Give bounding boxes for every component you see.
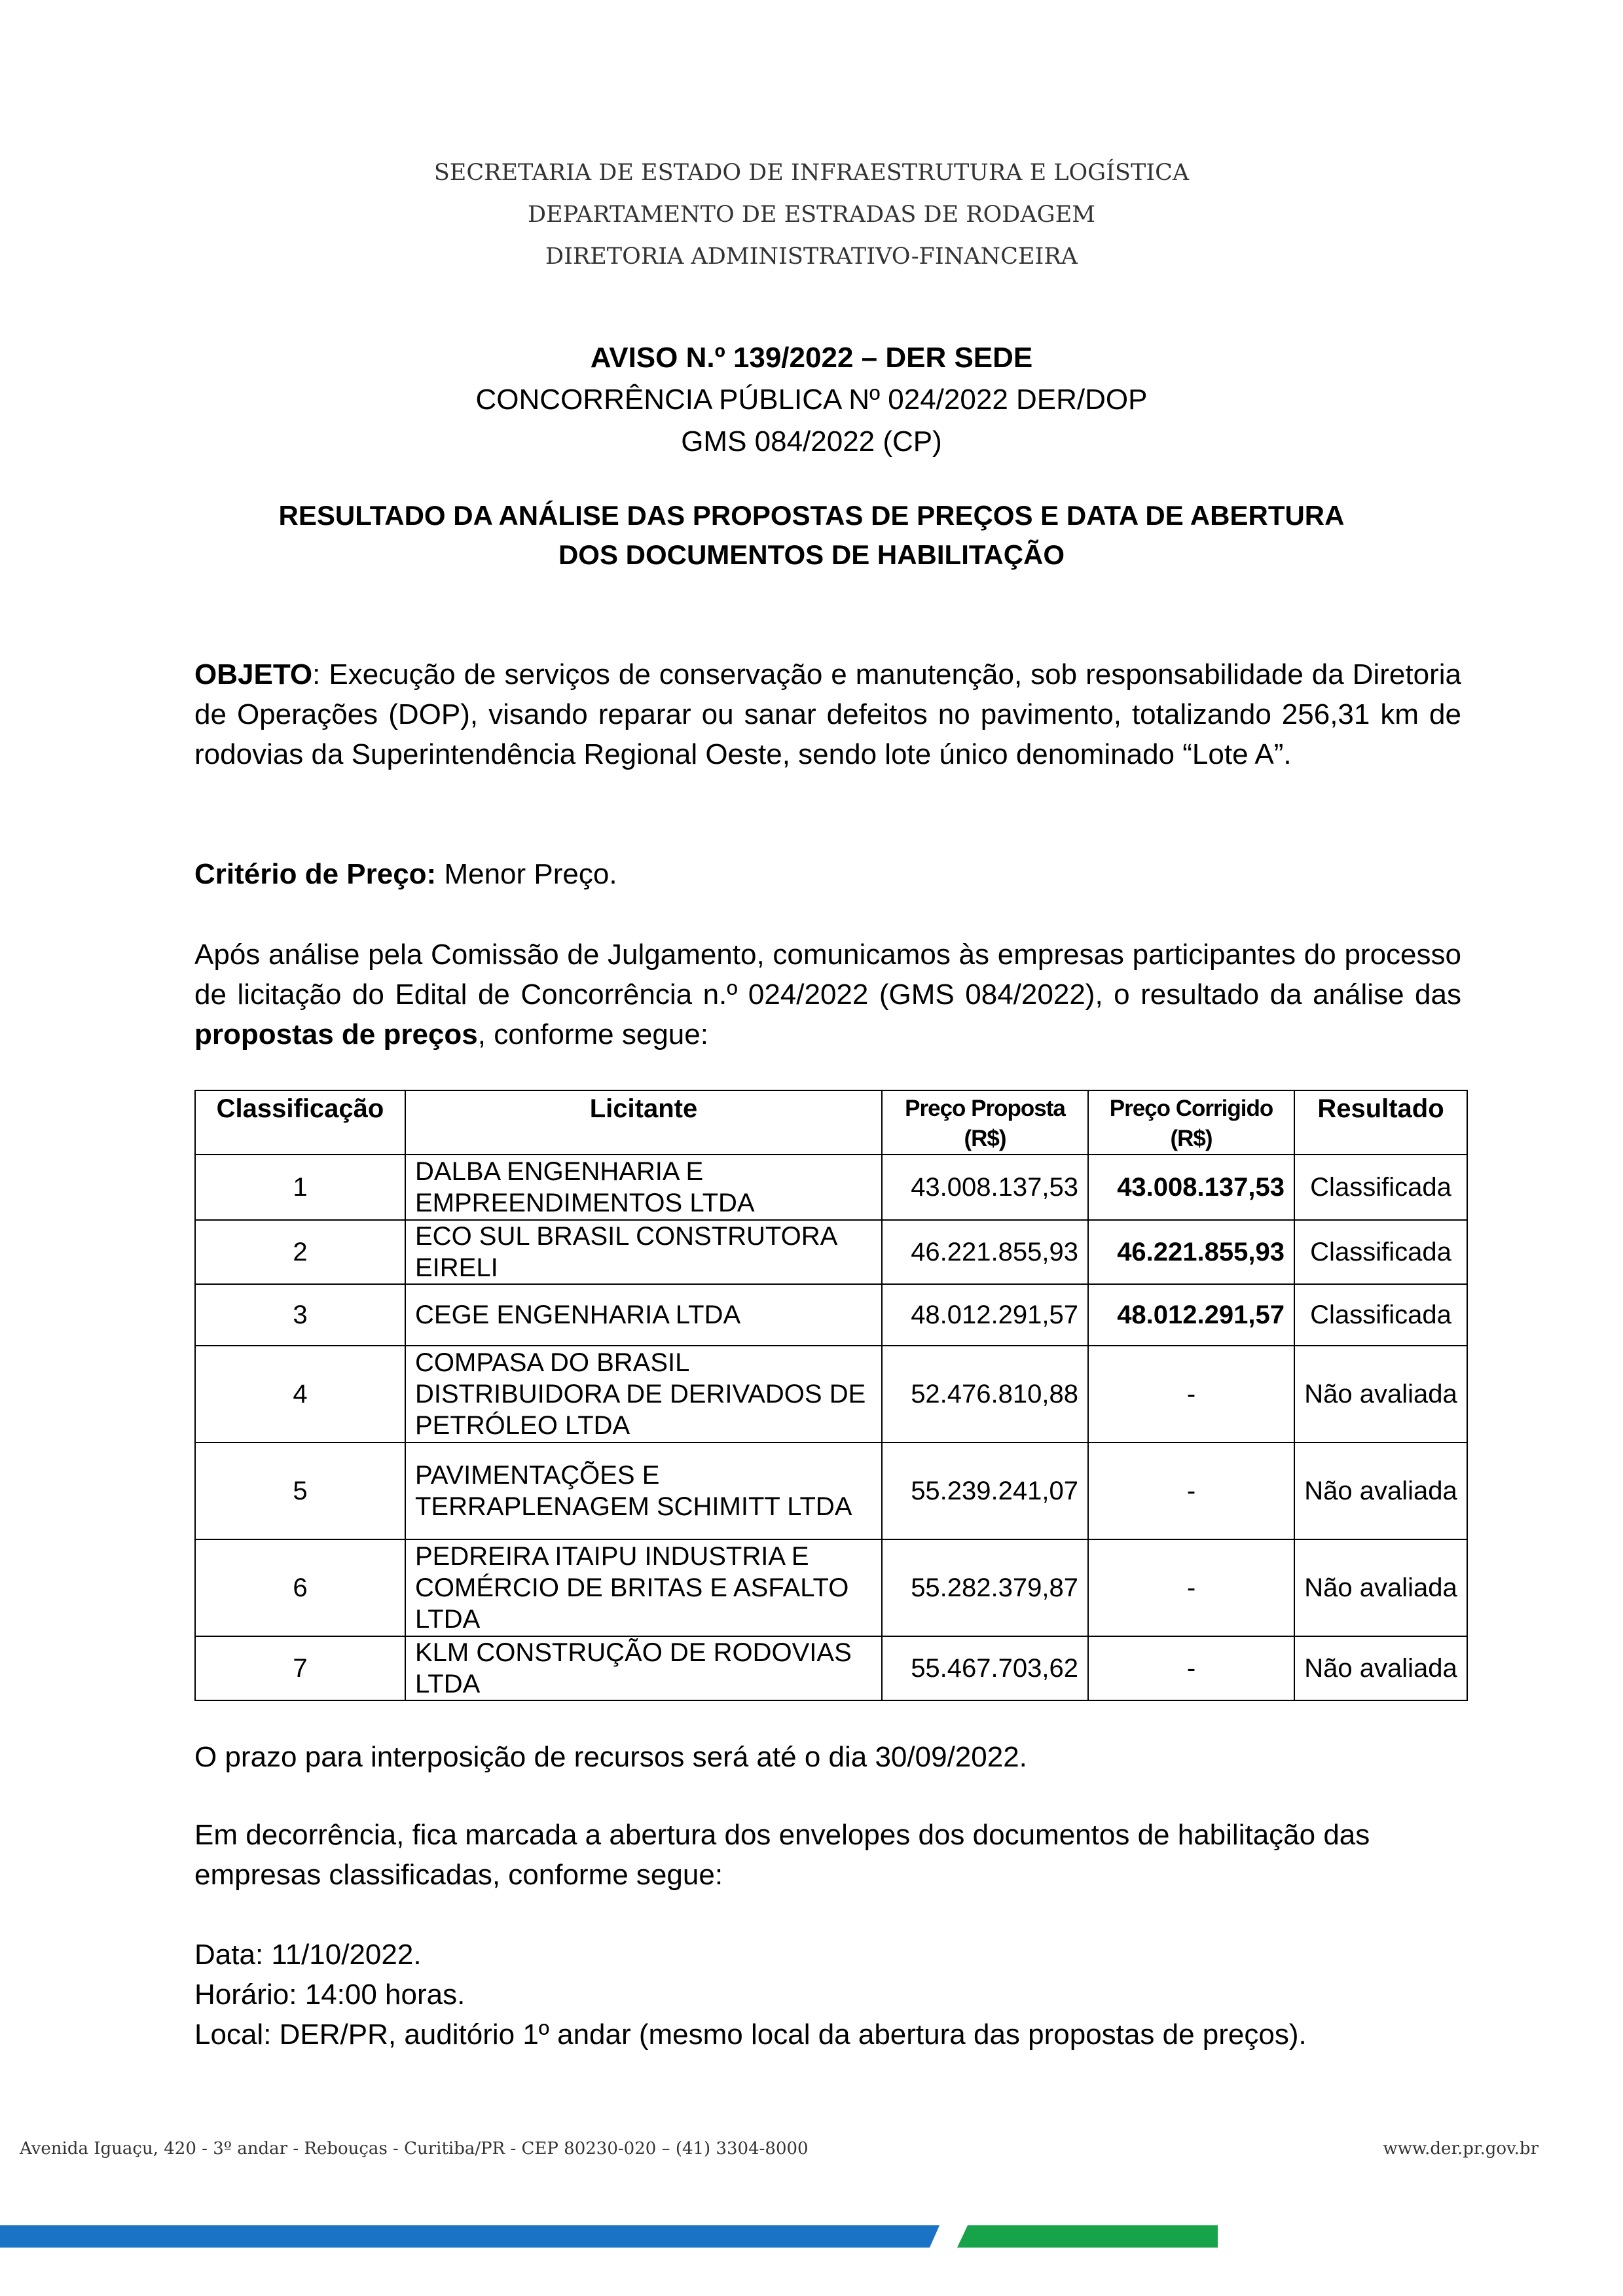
header-preco-corrigido: Preço Corrigido (R$) [1088, 1090, 1294, 1155]
results-table [194, 1090, 1468, 1701]
cell-preco-corrigido: - [1088, 1346, 1294, 1443]
cell-resultado: Não avaliada [1294, 1346, 1467, 1443]
cell-preco-proposta: 46.221.855,93 [882, 1220, 1088, 1284]
cell-preco-corrigido: 43.008.137,53 [1088, 1155, 1294, 1220]
cell-preco-corrigido: - [1088, 1636, 1294, 1700]
cell-resultado: Classificada [1294, 1220, 1467, 1284]
table-row [195, 1155, 1467, 1220]
cell-classificacao: 2 [195, 1220, 405, 1284]
gms-number: GMS 084/2022 (CP) [681, 425, 942, 457]
cell-classificacao: 6 [195, 1539, 405, 1636]
cell-classificacao: 1 [195, 1155, 405, 1220]
analise-text-after: , conforme segue: [477, 1018, 708, 1050]
cell-classificacao: 7 [195, 1636, 405, 1700]
result-heading-line-2: DOS DOCUMENTOS DE HABILITAÇÃO [558, 539, 1065, 570]
cell-licitante: CEGE ENGENHARIA LTDA [405, 1284, 882, 1346]
cell-licitante: KLM CONSTRUÇÃO DE RODOVIAS LTDA [405, 1636, 882, 1700]
notice-number: AVISO N.º 139/2022 – DER SEDE [590, 342, 1033, 374]
table-row [195, 1443, 1467, 1539]
cell-licitante: COMPASA DO BRASIL DISTRIBUIDORA DE DERIVADOS DE PETRÓLEO LTDA [405, 1346, 882, 1443]
header-resultado: Resultado [1294, 1090, 1467, 1155]
header-line-3: DIRETORIA ADMINISTRATIVO-FINANCEIRA [545, 243, 1078, 270]
table-header-row [195, 1090, 1467, 1155]
objeto-label: OBJETO [194, 658, 313, 691]
cell-preco-corrigido: 46.221.855,93 [1088, 1220, 1294, 1284]
cell-preco-proposta: 43.008.137,53 [882, 1155, 1088, 1220]
cell-resultado: Não avaliada [1294, 1443, 1467, 1539]
cell-preco-proposta: 55.239.241,07 [882, 1443, 1088, 1539]
result-heading [0, 496, 1623, 575]
cell-preco-proposta: 55.467.703,62 [882, 1636, 1088, 1700]
table-row [195, 1346, 1467, 1443]
footer-color-stripe [0, 2225, 1623, 2248]
cell-classificacao: 4 [195, 1346, 405, 1443]
green-stripe [957, 2225, 1218, 2248]
agenda-horario: Horário: 14:00 horas. [194, 1979, 465, 2011]
cell-licitante: PAVIMENTAÇÕES E TERRAPLENAGEM SCHIMITT LTDA [405, 1443, 882, 1539]
cell-classificacao: 3 [195, 1284, 405, 1346]
cell-licitante: ECO SUL BRASIL CONSTRUTORA EIRELI [405, 1220, 882, 1284]
header-preco-proposta: Preço Proposta (R$) [882, 1090, 1088, 1155]
footer-address: Avenida Iguaçu, 420 - 3º andar - Rebouças - Curitiba/PR - CEP 80230-020 – (41) 3304-8000 [20, 2139, 809, 2159]
header-line-2: DEPARTAMENTO DE ESTRADAS DE RODAGEM [528, 202, 1095, 228]
decorrencia-paragraph: Em decorrência, fica marcada a abertura dos envelopes dos documentos de habilitação das empresas classificadas, conforme segue: [194, 1819, 1370, 1891]
criterio-text: Menor Preço. [436, 858, 617, 890]
footer-website[interactable]: www.der.pr.gov.br [1383, 2139, 1539, 2159]
cell-resultado: Não avaliada [1294, 1539, 1467, 1636]
table-row [195, 1539, 1467, 1636]
tender-number: CONCORRÊNCIA PÚBLICA Nº 024/2022 DER/DOP [475, 384, 1148, 416]
cell-preco-proposta: 52.476.810,88 [882, 1346, 1088, 1443]
cell-preco-proposta: 55.282.379,87 [882, 1539, 1088, 1636]
cell-licitante: DALBA ENGENHARIA E EMPREENDIMENTOS LTDA [405, 1155, 882, 1220]
blue-stripe [0, 2225, 939, 2248]
analise-bold: propostas de preços [194, 1018, 478, 1050]
criterio-label: Critério de Preço: [194, 858, 437, 890]
analise-text-before: Após análise pela Comissão de Julgamento, comunicamos às empresas participantes do processo de licitação do Edital de Concorrência n.º 024/2022 (GMS 084/2022), o resultado da análise das [194, 939, 1461, 1011]
table-row [195, 1220, 1467, 1284]
objeto-text: : Execução de serviços de conservação e manutenção, sob responsabilidade da Diretoria de Operações (DOP), visando reparar ou sanar defeitos no pavimento, totalizando 256,31 km de rodovias da Superintendência Regional Oeste, sendo lote único denominado “Lote A”. [194, 658, 1461, 770]
cell-preco-proposta: 48.012.291,57 [882, 1284, 1088, 1346]
agenda-local: Local: DER/PR, auditório 1º andar (mesmo local da abertura das propostas de preços). [194, 2018, 1307, 2051]
objeto-paragraph [194, 655, 1461, 774]
header-line-1: SECRETARIA DE ESTADO DE INFRAESTRUTURA E LOGÍSTICA [433, 160, 1190, 186]
cell-licitante: PEDREIRA ITAIPU INDUSTRIA E COMÉRCIO DE BRITAS E ASFALTO LTDA [405, 1539, 882, 1636]
header-classificacao: Classificação [195, 1090, 405, 1155]
criterio-paragraph [194, 854, 1461, 894]
notice-title-block [0, 337, 1623, 463]
table-row [195, 1284, 1467, 1346]
agenda-block [194, 1935, 1461, 2054]
agency-header [0, 152, 1623, 278]
cell-preco-corrigido: 48.012.291,57 [1088, 1284, 1294, 1346]
cell-resultado: Classificada [1294, 1155, 1467, 1220]
analise-paragraph [194, 935, 1461, 1054]
cell-resultado: Não avaliada [1294, 1636, 1467, 1700]
agenda-data: Data: 11/10/2022. [194, 1939, 422, 1971]
header-licitante: Licitante [405, 1090, 882, 1155]
cell-preco-corrigido: - [1088, 1443, 1294, 1539]
prazo-paragraph: O prazo para interposição de recursos será até o dia 30/09/2022. [194, 1741, 1027, 1773]
result-heading-line-1: RESULTADO DA ANÁLISE DAS PROPOSTAS DE PREÇOS E DATA DE ABERTURA [278, 500, 1345, 531]
cell-resultado: Classificada [1294, 1284, 1467, 1346]
table-row [195, 1636, 1467, 1700]
cell-preco-corrigido: - [1088, 1539, 1294, 1636]
cell-classificacao: 5 [195, 1443, 405, 1539]
